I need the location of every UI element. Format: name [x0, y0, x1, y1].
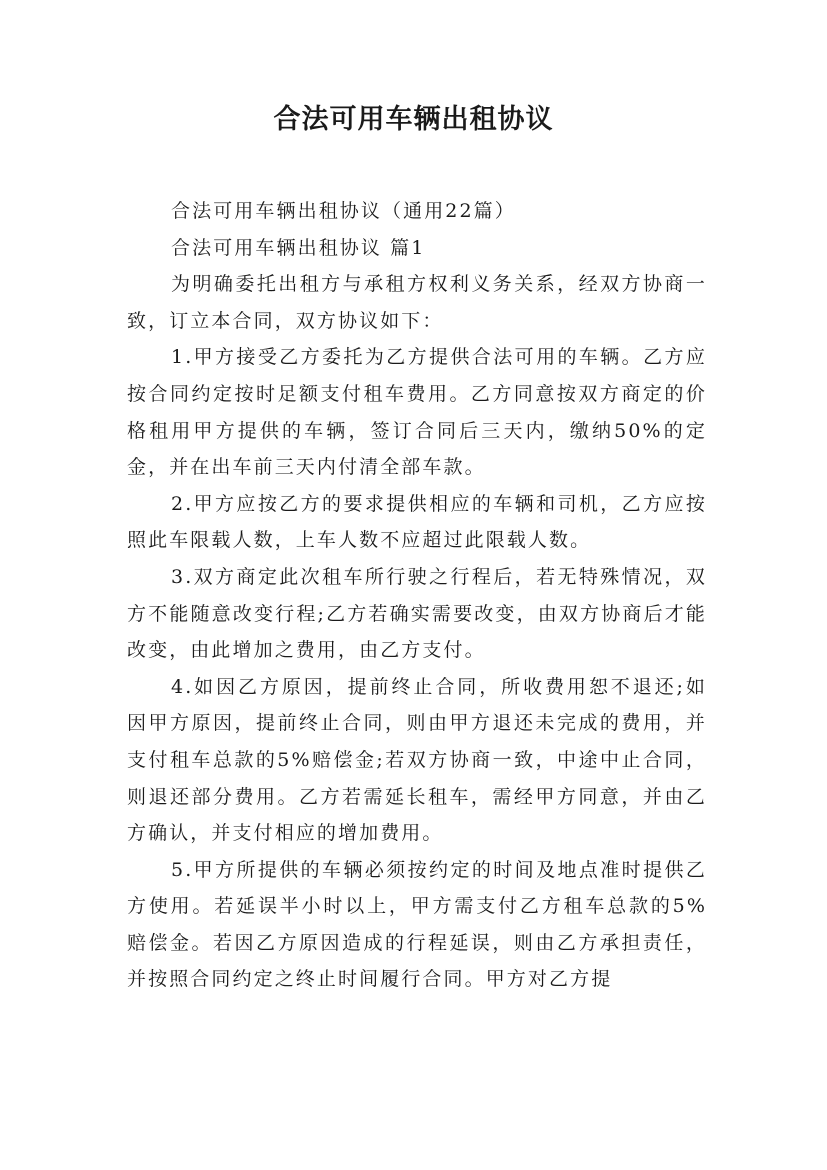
- paragraph-intro: 为明确委托出租方与承租方权利义务关系，经双方协商一致，订立本合同，双方协议如下：: [127, 273, 707, 332]
- paragraph-section-heading: 合法可用车辆出租协议 篇1: [171, 236, 426, 259]
- paragraph-clause-4: 4.如因乙方原因，提前终止合同，所收费用恕不退还;如因甲方原因，提前终止合同，则由甲方退还未完成的费用，并支付租车总款的5%赔偿金;若双方协商一致，中途中止合同，则退还部分费用。乙方若需延长租车，需经甲方同意，并由乙方确认，并支付相应的增加费用。: [127, 675, 707, 845]
- document-title: 合法可用车辆出租协议: [273, 104, 554, 135]
- document-body: [127, 193, 707, 998]
- paragraph-clause-1: 1.甲方接受乙方委托为乙方提供合法可用的车辆。乙方应按合同约定按时足额支付租车费用。乙方同意按双方商定的价格租用甲方提供的车辆，签订合同后三天内，缴纳50%的定金，并在出车前三天内付清全部车款。: [127, 346, 707, 479]
- paragraph-clause-2: 2.甲方应按乙方的要求提供相应的车辆和司机，乙方应按照此车限载人数，上车人数不应超过此限载人数。: [127, 492, 707, 552]
- paragraph-clause-3: 3.双方商定此次租车所行驶之行程后，若无特殊情况，双方不能随意改变行程;乙方若确实需要改变，由双方协商后才能改变，由此增加之费用，由乙方支付。: [127, 565, 707, 662]
- paragraph-clause-5: 5.甲方所提供的车辆必须按约定的时间及地点准时提供乙方使用。若延误半小时以上，甲方需支付乙方租车总款的5%赔偿金。若因乙方原因造成的行程延误，则由乙方承担责任，并按照合同约定之终止时间履行合同。甲方对乙方提: [127, 858, 707, 991]
- paragraph-subtitle: 合法可用车辆出租协议（通用22篇）: [171, 200, 516, 222]
